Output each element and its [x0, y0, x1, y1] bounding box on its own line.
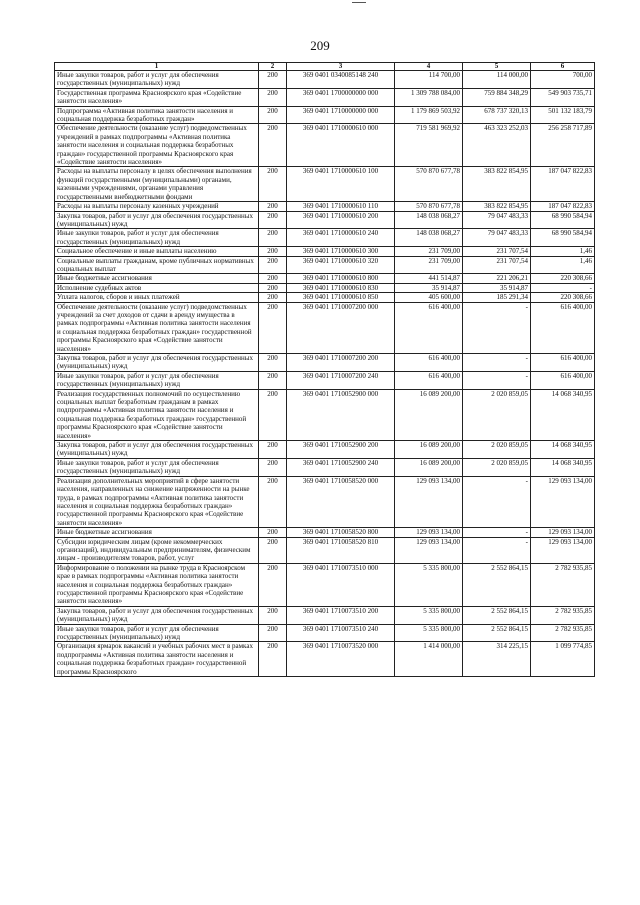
row-description: Иные бюджетные ассигнования [55, 274, 259, 283]
row-unexecuted-amount: 129 093 134,00 [531, 528, 595, 537]
row-executed-amount: - [463, 476, 531, 527]
row-budget-classification: 369 0401 1710000610 000 [287, 124, 395, 167]
row-approved-amount: 231 709,00 [395, 247, 463, 256]
row-description: Информирование о положении на рынке труда в Красноярском крае в рамках подпрограммы «Активная политика занятости населения и социальная поддержка безработных граждан» государственной программы Красноярского края «Содействие занятости населения» [55, 563, 259, 606]
row-budget-classification: 369 0401 1710073510 000 [287, 563, 395, 606]
row-code: 200 [259, 389, 287, 440]
row-code: 200 [259, 528, 287, 537]
row-code: 200 [259, 441, 287, 459]
column-number-5: 5 [463, 63, 531, 71]
row-description: Закупка товаров, работ и услуг для обеспечения государственных (муниципальных) нужд [55, 606, 259, 624]
row-budget-classification: 369 0401 1700000000 000 [287, 88, 395, 106]
row-budget-classification: 369 0401 1710052900 200 [287, 441, 395, 459]
row-unexecuted-amount: - [531, 283, 595, 292]
column-number-6: 6 [531, 63, 595, 71]
table-row [55, 371, 595, 389]
table-row [55, 458, 595, 476]
row-approved-amount: 1 309 788 084,00 [395, 88, 463, 106]
row-unexecuted-amount: 220 308,66 [531, 293, 595, 302]
row-unexecuted-amount: 2 782 935,85 [531, 606, 595, 624]
table-row [55, 247, 595, 256]
row-approved-amount: 441 514,87 [395, 274, 463, 283]
row-budget-classification: 369 0401 1710073510 240 [287, 624, 395, 642]
row-unexecuted-amount: 129 093 134,00 [531, 476, 595, 527]
row-description: Исполнение судебных актов [55, 283, 259, 292]
row-unexecuted-amount: 220 308,66 [531, 274, 595, 283]
table-row [55, 283, 595, 292]
row-budget-classification: 369 0401 1710000610 850 [287, 293, 395, 302]
row-approved-amount: 148 038 068,27 [395, 211, 463, 229]
table-row [55, 106, 595, 124]
row-budget-classification: 369 0401 1710000610 800 [287, 274, 395, 283]
row-code: 200 [259, 302, 287, 353]
row-executed-amount: - [463, 537, 531, 563]
row-description: Иные закупки товаров, работ и услуг для обеспечения государственных (муниципальных) нужд [55, 71, 259, 89]
row-code: 200 [259, 106, 287, 124]
row-code: 200 [259, 476, 287, 527]
row-description: Социальные выплаты гражданам, кроме публичных нормативных социальных выплат [55, 256, 259, 274]
row-code: 200 [259, 71, 287, 89]
row-budget-classification: 369 0401 1710000610 110 [287, 202, 395, 211]
table-row [55, 563, 595, 606]
row-executed-amount: 759 884 348,29 [463, 88, 531, 106]
row-executed-amount: 231 707,54 [463, 247, 531, 256]
row-executed-amount: 2 020 859,05 [463, 458, 531, 476]
table-row [55, 528, 595, 537]
row-executed-amount: 2 552 864,15 [463, 606, 531, 624]
row-code: 200 [259, 211, 287, 229]
row-code: 200 [259, 371, 287, 389]
row-code: 200 [259, 293, 287, 302]
row-approved-amount: 16 089 200,00 [395, 389, 463, 440]
row-description: Организация ярмарок вакансий и учебных рабочих мест в рамках подпрограммы «Активная политика занятости населения и социальная поддержка безработных граждан» государственной программы Красноярского [55, 642, 259, 677]
row-unexecuted-amount: 616 400,00 [531, 354, 595, 372]
row-unexecuted-amount: 187 047 822,83 [531, 167, 595, 202]
row-description: Иные закупки товаров, работ и услуг для обеспечения государственных (муниципальных) нужд [55, 229, 259, 247]
row-description: Социальное обеспечение и иные выплаты населению [55, 247, 259, 256]
row-approved-amount: 616 400,00 [395, 371, 463, 389]
row-budget-classification: 369 0401 1710058520 000 [287, 476, 395, 527]
row-executed-amount: 463 323 252,03 [463, 124, 531, 167]
row-approved-amount: 129 093 134,00 [395, 476, 463, 527]
row-executed-amount: 79 047 483,33 [463, 211, 531, 229]
table-row [55, 88, 595, 106]
row-budget-classification: 369 0401 1710052900 000 [287, 389, 395, 440]
row-code: 200 [259, 274, 287, 283]
row-code: 200 [259, 624, 287, 642]
row-budget-classification: 369 0401 1710000610 320 [287, 256, 395, 274]
page-number: 209 [310, 38, 330, 53]
row-approved-amount: 16 089 200,00 [395, 441, 463, 459]
table-row [55, 389, 595, 440]
row-unexecuted-amount: 549 903 735,71 [531, 88, 595, 106]
table-row [55, 302, 595, 353]
row-approved-amount: 114 700,00 [395, 71, 463, 89]
row-code: 200 [259, 247, 287, 256]
row-description: Закупка товаров, работ и услуг для обеспечения государственных (муниципальных) нужд [55, 441, 259, 459]
column-number-4: 4 [395, 63, 463, 71]
row-code: 200 [259, 88, 287, 106]
table-row [55, 642, 595, 677]
row-executed-amount: 79 047 483,33 [463, 229, 531, 247]
row-approved-amount: 129 093 134,00 [395, 528, 463, 537]
row-description: Расходы на выплаты персоналу в целях обеспечения выполнения функций государственными (муниципальными) органами, казенными учреждениями, органами управления государственными внебюджетными фондами [55, 167, 259, 202]
table-row [55, 167, 595, 202]
row-code: 200 [259, 606, 287, 624]
row-approved-amount: 148 038 068,27 [395, 229, 463, 247]
row-unexecuted-amount: 256 258 717,89 [531, 124, 595, 167]
row-approved-amount: 405 600,00 [395, 293, 463, 302]
row-description: Иные закупки товаров, работ и услуг для обеспечения государственных (муниципальных) нужд [55, 458, 259, 476]
row-budget-classification: 369 0401 1710007200 200 [287, 354, 395, 372]
row-description: Обеспечение деятельности (оказание услуг) подведомственных учреждений в рамках подпрограммы «Активная политика занятости населения и социальная поддержка безработных граждан» государственной программы Красноярского края «Содействие занятости населения» [55, 124, 259, 167]
row-unexecuted-amount: 1 099 774,85 [531, 642, 595, 677]
row-unexecuted-amount: 616 400,00 [531, 371, 595, 389]
row-description: Реализация государственных полномочий по осуществлению социальных выплат безработным гражданам в рамках подпрограммы «Активная политика занятости населения и социальная поддержка безработных граждан» государственной программы Красноярского края «Содействие занятости населения» [55, 389, 259, 440]
row-unexecuted-amount: 14 068 340,95 [531, 441, 595, 459]
row-approved-amount: 1 414 000,00 [395, 642, 463, 677]
column-number-2: 2 [259, 63, 287, 71]
row-executed-amount: 383 822 854,95 [463, 167, 531, 202]
table-row [55, 229, 595, 247]
table-row [55, 293, 595, 302]
row-description: Государственная программа Красноярского края «Содействие занятости населения» [55, 88, 259, 106]
budget-table-body [55, 63, 595, 677]
row-code: 200 [259, 167, 287, 202]
table-row [55, 441, 595, 459]
row-executed-amount: 2 020 859,05 [463, 441, 531, 459]
table-row [55, 71, 595, 89]
row-executed-amount: 2 552 864,15 [463, 624, 531, 642]
column-number-3: 3 [287, 63, 395, 71]
row-description: Иные бюджетные ассигнования [55, 528, 259, 537]
row-approved-amount: 129 093 134,00 [395, 537, 463, 563]
row-executed-amount: - [463, 371, 531, 389]
row-executed-amount: - [463, 302, 531, 353]
row-code: 200 [259, 458, 287, 476]
table-row [55, 274, 595, 283]
row-description: Закупка товаров, работ и услуг для обеспечения государственных (муниципальных) нужд [55, 211, 259, 229]
row-executed-amount: - [463, 354, 531, 372]
row-budget-classification: 369 0401 1710058520 810 [287, 537, 395, 563]
row-executed-amount: 678 737 320,13 [463, 106, 531, 124]
row-executed-amount: 2 020 859,05 [463, 389, 531, 440]
column-number-1: 1 [55, 63, 259, 71]
row-unexecuted-amount: 14 068 340,95 [531, 389, 595, 440]
row-description: Иные закупки товаров, работ и услуг для обеспечения государственных (муниципальных) нужд [55, 624, 259, 642]
row-unexecuted-amount: 1,46 [531, 256, 595, 274]
row-code: 200 [259, 202, 287, 211]
row-code: 200 [259, 642, 287, 677]
row-approved-amount: 5 335 800,00 [395, 563, 463, 606]
row-budget-classification: 369 0401 1710058520 800 [287, 528, 395, 537]
row-unexecuted-amount: 68 990 584,94 [531, 229, 595, 247]
table-row [55, 202, 595, 211]
top-edge-mark [352, 2, 366, 3]
row-budget-classification: 369 0401 1710000000 000 [287, 106, 395, 124]
row-executed-amount: 114 000,00 [463, 71, 531, 89]
row-description: Закупка товаров, работ и услуг для обеспечения государственных (муниципальных) нужд [55, 354, 259, 372]
table-row [55, 211, 595, 229]
row-code: 200 [259, 283, 287, 292]
row-approved-amount: 35 914,87 [395, 283, 463, 292]
table-row [55, 537, 595, 563]
row-unexecuted-amount: 700,00 [531, 71, 595, 89]
row-budget-classification: 369 0401 1710052900 240 [287, 458, 395, 476]
row-description: Субсидии юридическим лицам (кроме некоммерческих организаций), индивидуальным предпринимателям, физическим лицам - производителям товаров, работ, услуг [55, 537, 259, 563]
row-unexecuted-amount: 2 782 935,85 [531, 563, 595, 606]
table-row [55, 606, 595, 624]
row-code: 200 [259, 354, 287, 372]
row-approved-amount: 616 400,00 [395, 302, 463, 353]
row-unexecuted-amount: 616 400,00 [531, 302, 595, 353]
row-unexecuted-amount: 1,46 [531, 247, 595, 256]
table-row [55, 624, 595, 642]
row-executed-amount: 221 206,21 [463, 274, 531, 283]
row-unexecuted-amount: 187 047 822,83 [531, 202, 595, 211]
row-description: Иные закупки товаров, работ и услуг для обеспечения государственных (муниципальных) нужд [55, 371, 259, 389]
row-code: 200 [259, 256, 287, 274]
row-executed-amount: 383 822 854,95 [463, 202, 531, 211]
row-executed-amount: 35 914,87 [463, 283, 531, 292]
row-description: Реализация дополнительных мероприятий в сфере занятости населения, направленных на снижение напряженности на рынке труда, в рамках подпрограммы «Активная политика занятости населения и социальная поддержка безработных граждан» государственной программы Красноярского края «Содействие занятости населения» [55, 476, 259, 527]
row-description: Расходы на выплаты персоналу казенных учреждений [55, 202, 259, 211]
row-budget-classification: 369 0401 1710073520 000 [287, 642, 395, 677]
row-approved-amount: 5 335 800,00 [395, 606, 463, 624]
row-approved-amount: 5 335 800,00 [395, 624, 463, 642]
row-budget-classification: 369 0401 1710007200 000 [287, 302, 395, 353]
row-description: Обеспечение деятельности (оказание услуг) подведомственных учреждений за счет доходов от сдачи в аренду имущества в рамках подпрограммы «Активная политика занятости населения и социальная поддержка безработных граждан» государственной программы Красноярского края «Содействие занятости населения» [55, 302, 259, 353]
row-executed-amount: 231 707,54 [463, 256, 531, 274]
row-approved-amount: 570 870 677,78 [395, 167, 463, 202]
row-code: 200 [259, 563, 287, 606]
row-approved-amount: 16 089 200,00 [395, 458, 463, 476]
row-budget-classification: 369 0401 1710000610 200 [287, 211, 395, 229]
row-code: 200 [259, 124, 287, 167]
row-description: Уплата налогов, сборов и иных платежей [55, 293, 259, 302]
table-row [55, 256, 595, 274]
row-approved-amount: 570 870 677,78 [395, 202, 463, 211]
row-executed-amount: 2 552 864,15 [463, 563, 531, 606]
row-approved-amount: 616 400,00 [395, 354, 463, 372]
row-budget-classification: 369 0401 1710000610 100 [287, 167, 395, 202]
row-budget-classification: 369 0401 0340085148 240 [287, 71, 395, 89]
row-code: 200 [259, 537, 287, 563]
row-budget-classification: 369 0401 1710000610 300 [287, 247, 395, 256]
row-executed-amount: 314 225,15 [463, 642, 531, 677]
row-budget-classification: 369 0401 1710000610 240 [287, 229, 395, 247]
row-executed-amount: 185 291,34 [463, 293, 531, 302]
row-unexecuted-amount: 129 093 134,00 [531, 537, 595, 563]
table-row [55, 124, 595, 167]
row-unexecuted-amount: 68 990 584,94 [531, 211, 595, 229]
row-approved-amount: 1 179 869 503,92 [395, 106, 463, 124]
budget-table [54, 62, 595, 677]
row-description: Подпрограмма «Активная политика занятости населения и социальная поддержка безработных граждан» [55, 106, 259, 124]
row-budget-classification: 369 0401 1710000610 830 [287, 283, 395, 292]
row-budget-classification: 369 0401 1710007200 240 [287, 371, 395, 389]
column-number-row [55, 63, 595, 71]
row-approved-amount: 719 581 969,92 [395, 124, 463, 167]
row-budget-classification: 369 0401 1710073510 200 [287, 606, 395, 624]
table-row [55, 354, 595, 372]
row-code: 200 [259, 229, 287, 247]
row-approved-amount: 231 709,00 [395, 256, 463, 274]
row-unexecuted-amount: 501 132 183,79 [531, 106, 595, 124]
row-executed-amount: - [463, 528, 531, 537]
row-unexecuted-amount: 2 782 935,85 [531, 624, 595, 642]
row-unexecuted-amount: 14 068 340,95 [531, 458, 595, 476]
table-row [55, 476, 595, 527]
